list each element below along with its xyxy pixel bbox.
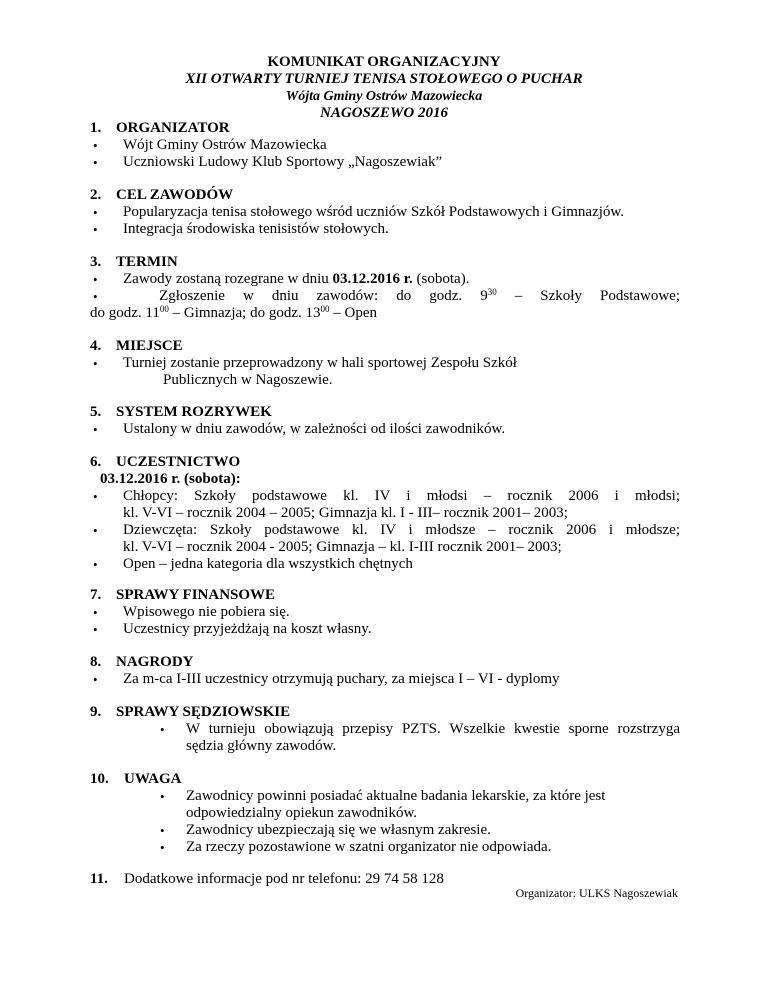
section-title: UWAGA <box>124 771 182 787</box>
list-item: • Uczestnicy przyjeżdżają na koszt własny. <box>90 621 680 638</box>
list-item: • Wpisowego nie pobiera się. <box>90 604 680 621</box>
section-number: 9. <box>90 704 102 720</box>
section-number: 1. <box>90 120 102 136</box>
section-title: SPRAWY SĘDZIOWSKIE <box>116 704 291 720</box>
section-goal <box>90 187 680 238</box>
section-participation <box>90 454 680 573</box>
header-tournament: XII OTWARTY TURNIEJ TENISA STOŁOWEGO O PUCHAR <box>185 71 583 87</box>
list-item: • Turniej zostanie przeprowadzony w hali sportowej Zespołu Szkół Publicznych w Nagoszewie. <box>90 355 680 389</box>
header-place-year: NAGOSZEWO 2016 <box>320 105 448 121</box>
list-item: • Integracja środowiska tenisistów stołowych. <box>90 221 680 238</box>
registration-times: do godz. $11^{00}$ – Gimnazja; do godz. $13^{00}$ – Open <box>90 304 377 321</box>
list-item: • Za m-ca I-III uczestnicy otrzymują puchary, za miejsca I – VI - dyplomy <box>90 671 680 688</box>
section-number: 5. <box>90 404 102 420</box>
section-date <box>90 254 680 322</box>
section-number: 10. <box>90 771 109 787</box>
section-number: 6. <box>90 454 102 470</box>
section-title: NAGRODY <box>116 654 194 670</box>
section-title: CEL ZAWODÓW <box>116 187 234 203</box>
contact-info: Dodatkowe informacje pod nr telefonu: 29 74 58 128 <box>124 871 444 887</box>
section-number: 7. <box>90 587 102 603</box>
section-venue <box>90 338 680 389</box>
header-title: KOMUNIKAT ORGANIZACYJNY <box>267 54 501 70</box>
section-prizes <box>90 654 680 688</box>
list-item: • Zawodnicy ubezpieczają się we własnym zakresie. <box>90 822 680 839</box>
section-title: ORGANIZATOR <box>116 120 230 136</box>
list-item: • Zawody zostaną rozegrane w dniu 03.12.2016 r. (sobota). <box>90 271 680 288</box>
section-organizer <box>90 120 680 171</box>
list-item: • Zgłoszenie w dniu zawodów: do godz. $9^{30}$ – Szkoły Podstawowe; <box>90 288 680 305</box>
list-item: • Zawodnicy powinni posiadać aktualne badania lekarskie, za które jest odpowiedzialny opiekun zawodników. <box>90 788 680 822</box>
header-trophy: Wójta Gminy Ostrów Mazowiecka <box>285 89 483 104</box>
section-number: 8. <box>90 654 102 670</box>
list-item: • Chłopcy: Szkoły podstawowe kl. IV i młodsi – rocznik 2006 i młodsi; kl. V-VI – rocznik 2004 – 2005; Gimnazja kl. I - III– rocznik 2001– 2003; <box>90 488 680 522</box>
list-item: • Open – jedna kategoria dla wszystkich chętnych <box>90 556 680 573</box>
list-item: • Popularyzacja tenisa stołowego wśród uczniów Szkół Podstawowych i Gimnazjów. <box>90 204 680 221</box>
section-number: 2. <box>90 187 102 203</box>
section-title: UCZESTNICTWO <box>116 454 241 470</box>
list-item: • Za rzeczy pozostawione w szatni organizator nie odpowiada. <box>90 839 680 856</box>
organizer-signature: Organizator: ULKS Nagoszewiak <box>515 886 678 900</box>
section-title: MIEJSCE <box>116 338 183 354</box>
section-finance <box>90 587 680 638</box>
section-title: SPRAWY FINANSOWE <box>116 587 276 603</box>
list-item: • Dziewczęta: Szkoły podstawowe kl. IV i młodsze – rocznik 2006 i młodsze; kl. V-VI – rocznik 2004 - 2005; Gimnazja – kl. I-III rocznik 2001– 2003; <box>90 522 680 556</box>
participation-date: 03.12.2016 r. (sobota): <box>100 471 241 487</box>
section-system <box>90 404 680 438</box>
list-item: • Ustalony w dniu zawodów, w zależności od ilości zawodników. <box>90 421 680 438</box>
list-item: • Uczniowski Ludowy Klub Sportowy „Nagoszewiak” <box>90 154 680 171</box>
list-item: • Wójt Gminy Ostrów Mazowiecka <box>90 137 680 154</box>
event-date: 03.12.2016 r. <box>332 271 413 287</box>
section-number: 4. <box>90 338 102 354</box>
list-item: • W turnieju obowiązują przepisy PZTS. Wszelkie kwestie sporne rozstrzyga sędzia główny zawodów. <box>90 721 680 755</box>
section-number: 3. <box>90 254 102 270</box>
section-notice <box>90 771 680 856</box>
document-header <box>0 54 768 122</box>
section-title: SYSTEM ROZRYWEK <box>116 404 272 420</box>
section-refereeing <box>90 704 680 755</box>
section-title: TERMIN <box>116 254 178 270</box>
section-number: 11. <box>90 871 108 887</box>
